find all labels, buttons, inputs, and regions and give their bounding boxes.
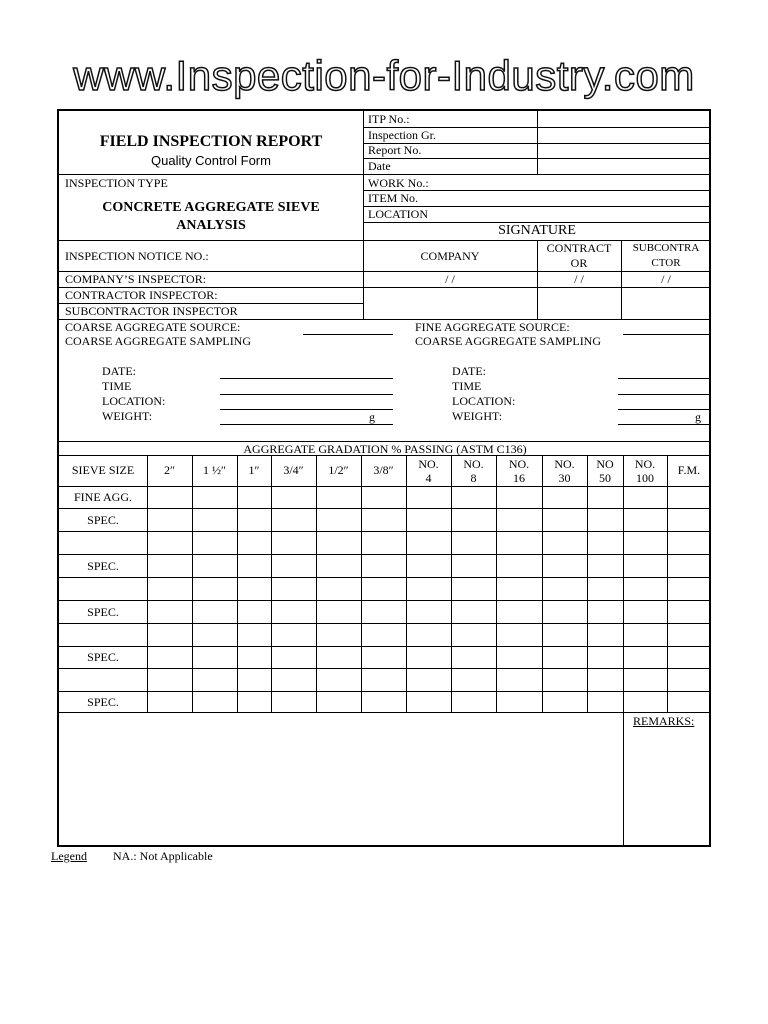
fine-time-label: TIME bbox=[452, 379, 482, 393]
gradation-cell[interactable] bbox=[362, 692, 406, 712]
gradation-cell[interactable] bbox=[317, 624, 361, 646]
company-signature-date[interactable]: / / bbox=[445, 272, 455, 286]
gradation-cell[interactable] bbox=[668, 487, 711, 508]
gradation-cell[interactable] bbox=[588, 692, 623, 712]
gradation-cell[interactable] bbox=[543, 601, 587, 623]
work-no-label: WORK No.: bbox=[368, 176, 429, 190]
gradation-cell[interactable] bbox=[272, 532, 316, 554]
gradation-cell[interactable] bbox=[238, 578, 271, 600]
gradation-cell[interactable] bbox=[452, 692, 496, 712]
gradation-cell[interactable] bbox=[238, 555, 271, 577]
gradation-cell[interactable] bbox=[543, 578, 587, 600]
location-label: LOCATION bbox=[368, 207, 428, 221]
report-subtitle: Quality Control Form bbox=[151, 153, 271, 168]
gradation-cell[interactable] bbox=[317, 601, 361, 623]
itp-no-label: ITP No.: bbox=[368, 112, 410, 126]
gradation-cell[interactable] bbox=[407, 624, 451, 646]
gradation-cell[interactable] bbox=[272, 669, 316, 691]
gradation-cell[interactable] bbox=[148, 578, 192, 600]
fine-source-field[interactable] bbox=[623, 334, 711, 335]
signature-contractor-heading-l1: CONTRACT bbox=[546, 241, 612, 255]
gradation-cell[interactable] bbox=[668, 509, 711, 531]
gradation-cell[interactable] bbox=[148, 624, 192, 646]
date-value[interactable] bbox=[538, 159, 711, 174]
sieve-col-header-l2: 16 bbox=[513, 471, 525, 485]
sieve-col-header-l1: NO bbox=[596, 457, 614, 471]
company-inspector-label: COMPANY’S INSPECTOR: bbox=[65, 272, 207, 286]
gradation-cell[interactable] bbox=[588, 532, 623, 554]
signature-subcontractor-heading-l1: SUBCONTRA bbox=[632, 242, 700, 254]
gradation-cell[interactable] bbox=[497, 487, 542, 508]
coarse-time-label: TIME bbox=[102, 379, 132, 393]
gradation-cell[interactable] bbox=[362, 532, 406, 554]
gradation-cell[interactable] bbox=[317, 555, 361, 577]
sieve-col-header-l2: 8 bbox=[470, 471, 477, 485]
gradation-cell[interactable] bbox=[668, 669, 711, 691]
itp-no-value[interactable] bbox=[538, 111, 711, 127]
gradation-cell[interactable] bbox=[238, 647, 271, 668]
subcontractor-signature-date[interactable]: / / bbox=[661, 272, 671, 286]
website-watermark: www.Inspection-for-Industry.com bbox=[73, 52, 695, 99]
gradation-cell[interactable] bbox=[668, 532, 711, 554]
coarse-source-field[interactable] bbox=[303, 334, 393, 335]
gradation-row-label: SPEC. bbox=[87, 559, 119, 573]
signature-contractor-heading-l2: OR bbox=[570, 256, 588, 270]
gradation-cell[interactable] bbox=[148, 509, 192, 531]
gradation-cell[interactable] bbox=[317, 647, 361, 668]
gradation-cell[interactable] bbox=[148, 532, 192, 554]
gradation-cell[interactable] bbox=[543, 487, 587, 508]
gradation-title: AGGREGATE GRADATION % PASSING (ASTM C136) bbox=[243, 442, 527, 456]
gradation-cell[interactable] bbox=[497, 692, 542, 712]
sieve-col-header-l2: 30 bbox=[558, 471, 571, 485]
gradation-cell[interactable] bbox=[624, 532, 667, 554]
gradation-cell[interactable] bbox=[362, 555, 406, 577]
sieve-col-header-l1: NO. bbox=[634, 457, 656, 471]
gradation-cell[interactable] bbox=[624, 669, 667, 691]
gradation-cell[interactable] bbox=[543, 669, 587, 691]
gradation-cell[interactable] bbox=[624, 555, 667, 577]
gradation-cell[interactable] bbox=[588, 487, 623, 508]
gradation-cell[interactable] bbox=[588, 555, 623, 577]
gradation-cell[interactable] bbox=[588, 647, 623, 668]
gradation-cell[interactable] bbox=[497, 555, 542, 577]
gradation-cell[interactable] bbox=[193, 624, 237, 646]
gradation-cell[interactable] bbox=[452, 509, 496, 531]
remarks-label: REMARKS: bbox=[633, 714, 695, 728]
gradation-cell[interactable] bbox=[497, 647, 542, 668]
coarse-date-field[interactable] bbox=[220, 378, 393, 379]
gradation-cell[interactable] bbox=[624, 509, 667, 531]
gradation-cell[interactable] bbox=[624, 624, 667, 646]
sieve-col-header: 2″ bbox=[164, 463, 175, 477]
gradation-cell[interactable] bbox=[362, 624, 406, 646]
gradation-cell[interactable] bbox=[452, 624, 496, 646]
sieve-col-header-l1: NO. bbox=[418, 457, 439, 471]
gradation-cell[interactable] bbox=[543, 647, 587, 668]
inspection-notice-label: INSPECTION NOTICE NO.: bbox=[65, 249, 209, 263]
gradation-cell[interactable] bbox=[238, 487, 271, 508]
coarse-weight-unit: g bbox=[369, 410, 375, 424]
gradation-cell[interactable] bbox=[543, 555, 587, 577]
gradation-cell[interactable] bbox=[407, 601, 451, 623]
gradation-cell[interactable] bbox=[452, 555, 496, 577]
gradation-cell[interactable] bbox=[272, 578, 316, 600]
subcontractor-inspector-label: SUBCONTRACTOR INSPECTOR bbox=[65, 304, 238, 318]
signature-subcontractor-heading-l2: CTOR bbox=[651, 257, 681, 269]
gradation-cell[interactable] bbox=[588, 624, 623, 646]
gradation-cell[interactable] bbox=[588, 669, 623, 691]
fine-sampling-label: COARSE AGGREGATE SAMPLING bbox=[415, 334, 602, 348]
gradation-cell[interactable] bbox=[272, 692, 316, 712]
gradation-cell[interactable] bbox=[272, 509, 316, 531]
gradation-cell[interactable] bbox=[452, 669, 496, 691]
gradation-cell[interactable] bbox=[407, 692, 451, 712]
coarse-weight-label: WEIGHT: bbox=[102, 409, 153, 423]
gradation-cell[interactable] bbox=[588, 578, 623, 600]
report-no-value[interactable] bbox=[538, 144, 711, 158]
gradation-cell[interactable] bbox=[238, 601, 271, 623]
sieve-col-header-l1: NO. bbox=[463, 457, 484, 471]
date-label: Date bbox=[368, 159, 391, 173]
coarse-time-field[interactable] bbox=[220, 394, 393, 395]
gradation-cell[interactable] bbox=[588, 509, 623, 531]
gradation-row-label: SPEC. bbox=[87, 513, 119, 527]
gradation-cell[interactable] bbox=[317, 692, 361, 712]
gradation-cell[interactable] bbox=[362, 647, 406, 668]
legend-label: Legend bbox=[51, 849, 87, 863]
inspection-group-value[interactable] bbox=[538, 128, 711, 143]
gradation-cell[interactable] bbox=[543, 692, 587, 712]
fine-weight-unit: g bbox=[695, 410, 701, 424]
gradation-cell[interactable] bbox=[193, 487, 237, 508]
inspection-type-label: INSPECTION TYPE bbox=[65, 176, 168, 190]
gradation-cell[interactable] bbox=[497, 509, 542, 531]
gradation-row-label: FINE AGG. bbox=[73, 490, 132, 504]
fine-time-field[interactable] bbox=[618, 394, 711, 395]
gradation-cell[interactable] bbox=[497, 669, 542, 691]
gradation-cell[interactable] bbox=[407, 532, 451, 554]
gradation-cell[interactable] bbox=[407, 578, 451, 600]
gradation-cell[interactable] bbox=[362, 509, 406, 531]
gradation-cell[interactable] bbox=[543, 532, 587, 554]
gradation-cell[interactable] bbox=[238, 624, 271, 646]
gradation-cell[interactable] bbox=[362, 487, 406, 508]
gradation-cell[interactable] bbox=[407, 647, 451, 668]
coarse-date-label: DATE: bbox=[102, 364, 136, 378]
fine-date-label: DATE: bbox=[452, 364, 486, 378]
inspection-group-label: Inspection Gr. bbox=[368, 128, 436, 142]
gradation-cell[interactable] bbox=[362, 601, 406, 623]
gradation-cell[interactable] bbox=[272, 601, 316, 623]
gradation-row-label: SPEC. bbox=[87, 695, 119, 709]
gradation-cell[interactable] bbox=[272, 647, 316, 668]
inspection-form bbox=[57, 109, 711, 847]
sieve-col-header-l2: 4 bbox=[425, 471, 432, 485]
coarse-sampling-label: COARSE AGGREGATE SAMPLING bbox=[65, 334, 252, 348]
gradation-cell[interactable] bbox=[624, 487, 667, 508]
sieve-col-header: 3/8″ bbox=[373, 463, 394, 477]
signature-company-heading: COMPANY bbox=[420, 249, 480, 263]
gradation-cell[interactable] bbox=[148, 555, 192, 577]
sieve-col-header: 1/2″ bbox=[328, 463, 349, 477]
sieve-col-header: 1 ½″ bbox=[203, 463, 226, 477]
gradation-cell[interactable] bbox=[317, 578, 361, 600]
gradation-cell[interactable] bbox=[497, 624, 542, 646]
gradation-cell[interactable] bbox=[624, 578, 667, 600]
gradation-cell[interactable] bbox=[193, 647, 237, 668]
gradation-cell[interactable] bbox=[624, 647, 667, 668]
gradation-row-label: SPEC. bbox=[87, 650, 119, 664]
gradation-cell[interactable] bbox=[362, 578, 406, 600]
gradation-cell[interactable] bbox=[452, 647, 496, 668]
gradation-cell[interactable] bbox=[238, 509, 271, 531]
gradation-cell[interactable] bbox=[317, 669, 361, 691]
gradation-cell[interactable] bbox=[148, 692, 192, 712]
gradation-cell[interactable] bbox=[668, 647, 711, 668]
legend-text: NA.: Not Applicable bbox=[113, 849, 213, 863]
coarse-weight-field[interactable] bbox=[220, 424, 393, 425]
contractor-inspector-label: CONTRACTOR INSPECTOR: bbox=[65, 288, 218, 302]
fine-weight-field[interactable] bbox=[618, 424, 711, 425]
gradation-cell[interactable] bbox=[272, 624, 316, 646]
gradation-cell[interactable] bbox=[238, 532, 271, 554]
inspection-type-line2: ANALYSIS bbox=[176, 218, 246, 233]
gradation-cell[interactable] bbox=[407, 669, 451, 691]
gradation-cell[interactable] bbox=[148, 487, 192, 508]
gradation-cell[interactable] bbox=[668, 692, 711, 712]
gradation-cell[interactable] bbox=[668, 555, 711, 577]
coarse-location-field[interactable] bbox=[220, 409, 393, 410]
gradation-cell[interactable] bbox=[272, 555, 316, 577]
gradation-cell[interactable] bbox=[193, 532, 237, 554]
sieve-size-header: SIEVE SIZE bbox=[71, 463, 135, 477]
report-no-label: Report No. bbox=[368, 143, 422, 157]
sieve-col-header-l1: NO. bbox=[554, 457, 575, 471]
notes-area[interactable] bbox=[59, 713, 623, 847]
gradation-cell[interactable] bbox=[317, 532, 361, 554]
gradation-cell[interactable] bbox=[238, 692, 271, 712]
contractor-signature-date[interactable]: / / bbox=[574, 272, 584, 286]
sieve-col-header: F.M. bbox=[677, 463, 701, 477]
coarse-location-label: LOCATION: bbox=[102, 394, 166, 408]
sieve-col-header-l2: 100 bbox=[636, 471, 654, 485]
inspection-type-line1: CONCRETE AGGREGATE SIEVE bbox=[102, 200, 320, 215]
item-no-label: ITEM No. bbox=[368, 191, 418, 205]
gradation-cell[interactable] bbox=[317, 487, 361, 508]
gradation-cell[interactable] bbox=[148, 601, 192, 623]
fine-location-label: LOCATION: bbox=[452, 394, 516, 408]
gradation-cell[interactable] bbox=[272, 487, 316, 508]
gradation-cell[interactable] bbox=[193, 601, 237, 623]
gradation-cell[interactable] bbox=[193, 578, 237, 600]
gradation-cell[interactable] bbox=[543, 624, 587, 646]
gradation-cell[interactable] bbox=[407, 487, 451, 508]
sieve-col-header-l2: 50 bbox=[599, 471, 611, 485]
gradation-cell[interactable] bbox=[452, 601, 496, 623]
gradation-cell[interactable] bbox=[624, 692, 667, 712]
gradation-cell[interactable] bbox=[588, 601, 623, 623]
gradation-cell[interactable] bbox=[407, 509, 451, 531]
fine-source-label: FINE AGGREGATE SOURCE: bbox=[415, 320, 570, 334]
gradation-cell[interactable] bbox=[362, 669, 406, 691]
gradation-cell[interactable] bbox=[238, 669, 271, 691]
sieve-col-header-l1: NO. bbox=[508, 457, 530, 471]
gradation-cell[interactable] bbox=[193, 555, 237, 577]
gradation-cell[interactable] bbox=[668, 601, 711, 623]
gradation-cell[interactable] bbox=[148, 669, 192, 691]
report-title: FIELD INSPECTION REPORT bbox=[99, 133, 323, 150]
gradation-cell[interactable] bbox=[193, 692, 237, 712]
gradation-cell[interactable] bbox=[193, 669, 237, 691]
gradation-cell[interactable] bbox=[668, 624, 711, 646]
gradation-cell[interactable] bbox=[624, 601, 667, 623]
sieve-col-header: 1″ bbox=[248, 463, 260, 477]
gradation-cell[interactable] bbox=[497, 578, 542, 600]
gradation-cell[interactable] bbox=[452, 578, 496, 600]
gradation-cell[interactable] bbox=[452, 532, 496, 554]
gradation-cell[interactable] bbox=[148, 647, 192, 668]
fine-weight-label: WEIGHT: bbox=[452, 409, 503, 423]
gradation-row-label: SPEC. bbox=[87, 605, 119, 619]
sieve-col-header: 3/4″ bbox=[283, 463, 304, 477]
gradation-cell[interactable] bbox=[452, 487, 496, 508]
fine-date-field[interactable] bbox=[618, 378, 711, 379]
gradation-cell[interactable] bbox=[668, 578, 711, 600]
remarks-area[interactable] bbox=[624, 731, 711, 847]
gradation-cell[interactable] bbox=[497, 601, 542, 623]
gradation-cell[interactable] bbox=[497, 532, 542, 554]
gradation-cell[interactable] bbox=[193, 509, 237, 531]
gradation-cell[interactable] bbox=[317, 509, 361, 531]
gradation-cell[interactable] bbox=[407, 555, 451, 577]
signature-heading: SIGNATURE bbox=[498, 223, 576, 238]
gradation-cell[interactable] bbox=[543, 509, 587, 531]
coarse-source-label: COARSE AGGREGATE SOURCE: bbox=[65, 320, 241, 334]
